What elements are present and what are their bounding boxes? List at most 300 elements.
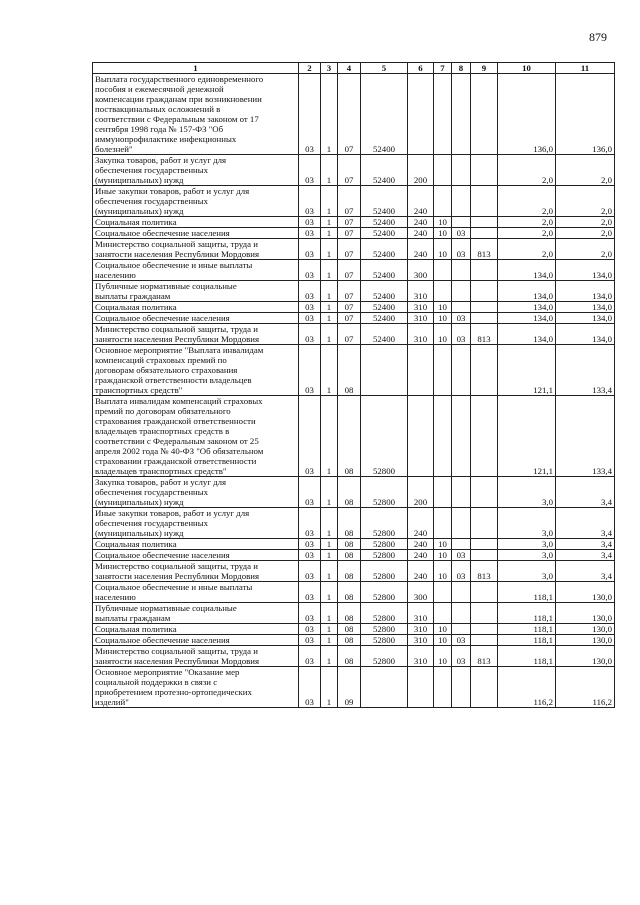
col2-cell: 03 (299, 281, 321, 302)
budget-table (92, 62, 615, 708)
row-name-cell: Социальная политика (93, 217, 299, 228)
col11-value-cell: 133,4 (556, 396, 615, 477)
col8-cell (452, 624, 471, 635)
col3-cell: 1 (321, 186, 338, 217)
col9-cell (471, 155, 498, 186)
col4-cell: 08 (338, 582, 361, 603)
col9-cell: 813 (471, 561, 498, 582)
col9-cell (471, 74, 498, 155)
table-row (93, 624, 615, 635)
col5-cell: 52800 (361, 550, 408, 561)
col10-value-cell: 2,0 (498, 228, 556, 239)
col11-value-cell: 133,4 (556, 345, 615, 396)
col8-cell (452, 281, 471, 302)
col11-value-cell: 130,0 (556, 635, 615, 646)
col6-cell: 240 (408, 239, 434, 260)
row-name-cell: Социальное обеспечение населения (93, 550, 299, 561)
col9-cell (471, 582, 498, 603)
col7-cell (434, 508, 452, 539)
col10-value-cell: 118,1 (498, 646, 556, 667)
row-name-cell: Социальное обеспечение населения (93, 313, 299, 324)
table-row (93, 477, 615, 508)
col10-value-cell: 118,1 (498, 603, 556, 624)
col11-value-cell: 134,0 (556, 302, 615, 313)
col10-value-cell: 121,1 (498, 345, 556, 396)
row-name-cell: Основное мероприятие "Выплата инвалидам компенсаций страховых премий по договорам обязательного страхования гражданской ответственности владельцев транспортных средств" (93, 345, 299, 396)
col5-cell (361, 667, 408, 708)
col9-cell (471, 281, 498, 302)
col2-cell: 03 (299, 260, 321, 281)
col2-cell: 03 (299, 624, 321, 635)
col5-cell: 52800 (361, 477, 408, 508)
col4-cell: 08 (338, 477, 361, 508)
col4-cell: 07 (338, 313, 361, 324)
table-row (93, 186, 615, 217)
col5-cell: 52400 (361, 155, 408, 186)
col9-cell (471, 508, 498, 539)
col7-cell (434, 155, 452, 186)
col11-value-cell: 116,2 (556, 667, 615, 708)
col11-value-cell: 3,4 (556, 561, 615, 582)
col8-cell (452, 396, 471, 477)
col4-cell: 08 (338, 624, 361, 635)
col8-cell (452, 539, 471, 550)
col2-cell: 03 (299, 603, 321, 624)
col3-cell: 1 (321, 302, 338, 313)
col8-cell (452, 186, 471, 217)
table-row (93, 302, 615, 313)
header-cell: 9 (471, 63, 498, 74)
col11-value-cell: 3,4 (556, 508, 615, 539)
table-row (93, 345, 615, 396)
col11-value-cell: 130,0 (556, 582, 615, 603)
header-cell: 11 (556, 63, 615, 74)
table-row (93, 667, 615, 708)
col9-cell (471, 396, 498, 477)
col9-cell: 813 (471, 646, 498, 667)
col6-cell: 200 (408, 477, 434, 508)
row-name-cell: Социальное обеспечение и иные выплаты населению (93, 260, 299, 281)
col2-cell: 03 (299, 508, 321, 539)
col8-cell (452, 603, 471, 624)
table-row (93, 603, 615, 624)
col3-cell: 1 (321, 624, 338, 635)
col7-cell: 10 (434, 302, 452, 313)
col10-value-cell: 118,1 (498, 624, 556, 635)
col10-value-cell: 136,0 (498, 74, 556, 155)
col10-value-cell: 134,0 (498, 313, 556, 324)
col9-cell (471, 539, 498, 550)
col9-cell (471, 635, 498, 646)
col5-cell: 52400 (361, 74, 408, 155)
row-name-cell: Социальное обеспечение населения (93, 635, 299, 646)
col3-cell: 1 (321, 345, 338, 396)
col6-cell: 240 (408, 550, 434, 561)
col6-cell: 310 (408, 624, 434, 635)
col7-cell: 10 (434, 624, 452, 635)
col7-cell: 10 (434, 228, 452, 239)
header-cell: 1 (93, 63, 299, 74)
col7-cell: 10 (434, 313, 452, 324)
col8-cell (452, 582, 471, 603)
row-name-cell: Социальное обеспечение и иные выплаты населению (93, 582, 299, 603)
header-cell: 3 (321, 63, 338, 74)
col9-cell (471, 550, 498, 561)
row-name-cell: Публичные нормативные социальные выплаты гражданам (93, 603, 299, 624)
header-cell: 4 (338, 63, 361, 74)
col11-value-cell: 2,0 (556, 186, 615, 217)
col7-cell (434, 345, 452, 396)
col7-cell (434, 603, 452, 624)
col7-cell: 10 (434, 239, 452, 260)
col10-value-cell: 3,0 (498, 561, 556, 582)
col4-cell: 08 (338, 539, 361, 550)
col6-cell: 310 (408, 281, 434, 302)
col7-cell: 10 (434, 550, 452, 561)
col9-cell (471, 624, 498, 635)
col2-cell: 03 (299, 635, 321, 646)
row-name-cell: Министерство социальной защиты, труда и занятости населения Республики Мордовия (93, 561, 299, 582)
col7-cell (434, 667, 452, 708)
col3-cell: 1 (321, 477, 338, 508)
col10-value-cell: 3,0 (498, 477, 556, 508)
row-name-cell: Выплата государственного единовременного пособия и ежемесячной денежной компенсации гражданам при возникновении поствакцинальных осложнений в соответствии с Федеральным законом от 17 сентября 1998 года № 157-ФЗ "Об иммунопрофилактике инфекционных болезней" (93, 74, 299, 155)
col10-value-cell: 134,0 (498, 324, 556, 345)
table-row (93, 561, 615, 582)
col11-value-cell: 3,4 (556, 539, 615, 550)
col4-cell: 07 (338, 186, 361, 217)
col8-cell (452, 74, 471, 155)
col11-value-cell: 134,0 (556, 260, 615, 281)
header-row (93, 63, 615, 74)
col5-cell: 52800 (361, 508, 408, 539)
page-number: 879 (589, 30, 607, 44)
col3-cell: 1 (321, 155, 338, 186)
col8-cell: 03 (452, 313, 471, 324)
col8-cell (452, 302, 471, 313)
row-name-cell: Основное мероприятие "Оказание мер социальной поддержки в связи с приобретением протезно-ортопедических изделий" (93, 667, 299, 708)
col10-value-cell: 121,1 (498, 396, 556, 477)
col7-cell (434, 582, 452, 603)
col2-cell: 03 (299, 396, 321, 477)
col11-value-cell: 3,4 (556, 550, 615, 561)
col8-cell: 03 (452, 550, 471, 561)
col4-cell: 07 (338, 217, 361, 228)
col3-cell: 1 (321, 561, 338, 582)
col8-cell (452, 345, 471, 396)
col4-cell: 08 (338, 635, 361, 646)
col3-cell: 1 (321, 508, 338, 539)
col6-cell (408, 667, 434, 708)
col3-cell: 1 (321, 603, 338, 624)
table-row (93, 550, 615, 561)
col2-cell: 03 (299, 186, 321, 217)
col4-cell: 07 (338, 302, 361, 313)
col6-cell: 300 (408, 582, 434, 603)
row-name-cell: Закупка товаров, работ и услуг для обеспечения государственных (муниципальных) нужд (93, 477, 299, 508)
col11-value-cell: 134,0 (556, 281, 615, 302)
col7-cell: 10 (434, 635, 452, 646)
col2-cell: 03 (299, 228, 321, 239)
col8-cell: 03 (452, 239, 471, 260)
col3-cell: 1 (321, 646, 338, 667)
col5-cell: 52400 (361, 302, 408, 313)
header-cell: 6 (408, 63, 434, 74)
col6-cell: 200 (408, 155, 434, 186)
table-row (93, 281, 615, 302)
col2-cell: 03 (299, 313, 321, 324)
col6-cell (408, 396, 434, 477)
col11-value-cell: 130,0 (556, 603, 615, 624)
col7-cell (434, 477, 452, 508)
col6-cell: 240 (408, 186, 434, 217)
col7-cell: 10 (434, 324, 452, 345)
col5-cell: 52400 (361, 260, 408, 281)
col2-cell: 03 (299, 324, 321, 345)
col2-cell: 03 (299, 302, 321, 313)
col6-cell: 310 (408, 603, 434, 624)
col4-cell: 07 (338, 155, 361, 186)
col8-cell (452, 477, 471, 508)
col11-value-cell: 130,0 (556, 646, 615, 667)
col5-cell: 52800 (361, 646, 408, 667)
table-row (93, 508, 615, 539)
col2-cell: 03 (299, 550, 321, 561)
col6-cell (408, 74, 434, 155)
col6-cell: 240 (408, 228, 434, 239)
col5-cell: 52800 (361, 603, 408, 624)
row-name-cell: Социальное обеспечение населения (93, 228, 299, 239)
col6-cell: 310 (408, 302, 434, 313)
col3-cell: 1 (321, 324, 338, 345)
col8-cell (452, 508, 471, 539)
col3-cell: 1 (321, 313, 338, 324)
col11-value-cell: 134,0 (556, 324, 615, 345)
col4-cell: 07 (338, 228, 361, 239)
col10-value-cell: 3,0 (498, 508, 556, 539)
col11-value-cell: 2,0 (556, 228, 615, 239)
col2-cell: 03 (299, 217, 321, 228)
col2-cell: 03 (299, 239, 321, 260)
col8-cell (452, 260, 471, 281)
col10-value-cell: 116,2 (498, 667, 556, 708)
col3-cell: 1 (321, 582, 338, 603)
col5-cell: 52400 (361, 228, 408, 239)
col7-cell: 10 (434, 561, 452, 582)
header-cell: 5 (361, 63, 408, 74)
col11-value-cell: 3,4 (556, 477, 615, 508)
col6-cell: 310 (408, 635, 434, 646)
col5-cell: 52400 (361, 324, 408, 345)
row-name-cell: Иные закупки товаров, работ и услуг для обеспечения государственных (муниципальных) нужд (93, 508, 299, 539)
row-name-cell: Министерство социальной защиты, труда и занятости населения Республики Мордовия (93, 239, 299, 260)
col5-cell: 52800 (361, 396, 408, 477)
col11-value-cell: 2,0 (556, 155, 615, 186)
col6-cell (408, 345, 434, 396)
col11-value-cell: 130,0 (556, 624, 615, 635)
col6-cell: 240 (408, 508, 434, 539)
col9-cell (471, 302, 498, 313)
col9-cell (471, 477, 498, 508)
col5-cell: 52400 (361, 217, 408, 228)
col6-cell: 240 (408, 561, 434, 582)
col8-cell: 03 (452, 228, 471, 239)
table-row (93, 155, 615, 186)
col7-cell: 10 (434, 646, 452, 667)
col10-value-cell: 118,1 (498, 582, 556, 603)
row-name-cell: Выплата инвалидам компенсаций страховых премий по договорам обязательного страхования гражданской ответственности владельцев транспортных средств в соответствии с Федеральным законом от 25 апреля 2002 года № 40-ФЗ "Об обязательном страховании гражданской ответственности владельцев транспортных средств" (93, 396, 299, 477)
col7-cell (434, 396, 452, 477)
col3-cell: 1 (321, 281, 338, 302)
table-row (93, 313, 615, 324)
col11-value-cell: 2,0 (556, 239, 615, 260)
col5-cell (361, 345, 408, 396)
col4-cell: 09 (338, 667, 361, 708)
row-name-cell: Социальная политика (93, 302, 299, 313)
col3-cell: 1 (321, 260, 338, 281)
row-name-cell: Социальная политика (93, 624, 299, 635)
col4-cell: 08 (338, 550, 361, 561)
col9-cell (471, 260, 498, 281)
col6-cell: 310 (408, 646, 434, 667)
row-name-cell: Социальная политика (93, 539, 299, 550)
col4-cell: 07 (338, 281, 361, 302)
col6-cell: 310 (408, 313, 434, 324)
col4-cell: 08 (338, 508, 361, 539)
row-name-cell: Публичные нормативные социальные выплаты гражданам (93, 281, 299, 302)
col4-cell: 07 (338, 74, 361, 155)
col4-cell: 08 (338, 561, 361, 582)
col2-cell: 03 (299, 561, 321, 582)
col9-cell: 813 (471, 324, 498, 345)
col5-cell: 52400 (361, 313, 408, 324)
col4-cell: 07 (338, 239, 361, 260)
table-row (93, 217, 615, 228)
col9-cell: 813 (471, 239, 498, 260)
col10-value-cell: 2,0 (498, 217, 556, 228)
col8-cell: 03 (452, 324, 471, 345)
col4-cell: 08 (338, 646, 361, 667)
col4-cell: 08 (338, 345, 361, 396)
col2-cell: 03 (299, 477, 321, 508)
col2-cell: 03 (299, 582, 321, 603)
col2-cell: 03 (299, 155, 321, 186)
col2-cell: 03 (299, 74, 321, 155)
col5-cell: 52400 (361, 281, 408, 302)
col4-cell: 07 (338, 324, 361, 345)
col10-value-cell: 134,0 (498, 281, 556, 302)
col9-cell (471, 667, 498, 708)
col7-cell (434, 281, 452, 302)
col7-cell: 10 (434, 217, 452, 228)
col2-cell: 03 (299, 646, 321, 667)
table-row (93, 260, 615, 281)
col5-cell: 52800 (361, 635, 408, 646)
col5-cell: 52800 (361, 561, 408, 582)
table-row (93, 539, 615, 550)
col5-cell: 52400 (361, 186, 408, 217)
col3-cell: 1 (321, 396, 338, 477)
table-row (93, 582, 615, 603)
col3-cell: 1 (321, 74, 338, 155)
col3-cell: 1 (321, 228, 338, 239)
col8-cell: 03 (452, 646, 471, 667)
col5-cell: 52800 (361, 539, 408, 550)
table-row (93, 324, 615, 345)
table-row (93, 239, 615, 260)
table-header (93, 63, 615, 74)
col9-cell (471, 313, 498, 324)
row-name-cell: Министерство социальной защиты, труда и занятости населения Республики Мордовия (93, 324, 299, 345)
col4-cell: 08 (338, 396, 361, 477)
col8-cell (452, 155, 471, 186)
col2-cell: 03 (299, 539, 321, 550)
col3-cell: 1 (321, 217, 338, 228)
col10-value-cell: 2,0 (498, 155, 556, 186)
table-row (93, 635, 615, 646)
table-body (93, 74, 615, 708)
col3-cell: 1 (321, 667, 338, 708)
col7-cell (434, 260, 452, 281)
col9-cell (471, 603, 498, 624)
col7-cell (434, 74, 452, 155)
col8-cell: 03 (452, 561, 471, 582)
col9-cell (471, 345, 498, 396)
col6-cell: 310 (408, 324, 434, 345)
col5-cell: 52800 (361, 582, 408, 603)
col10-value-cell: 3,0 (498, 539, 556, 550)
col9-cell (471, 186, 498, 217)
col8-cell: 03 (452, 635, 471, 646)
col8-cell (452, 667, 471, 708)
col5-cell: 52400 (361, 239, 408, 260)
col6-cell: 240 (408, 217, 434, 228)
header-cell: 2 (299, 63, 321, 74)
col2-cell: 03 (299, 667, 321, 708)
col10-value-cell: 2,0 (498, 186, 556, 217)
col3-cell: 1 (321, 239, 338, 260)
col6-cell: 300 (408, 260, 434, 281)
table-row (93, 396, 615, 477)
col7-cell: 10 (434, 539, 452, 550)
table-row (93, 74, 615, 155)
col3-cell: 1 (321, 635, 338, 646)
col11-value-cell: 2,0 (556, 217, 615, 228)
col6-cell: 240 (408, 539, 434, 550)
header-cell: 7 (434, 63, 452, 74)
col5-cell: 52800 (361, 624, 408, 635)
col4-cell: 08 (338, 603, 361, 624)
col3-cell: 1 (321, 539, 338, 550)
col10-value-cell: 2,0 (498, 239, 556, 260)
row-name-cell: Иные закупки товаров, работ и услуг для обеспечения государственных (муниципальных) нужд (93, 186, 299, 217)
col10-value-cell: 134,0 (498, 260, 556, 281)
col9-cell (471, 217, 498, 228)
col7-cell (434, 186, 452, 217)
col2-cell: 03 (299, 345, 321, 396)
col8-cell (452, 217, 471, 228)
table-row (93, 646, 615, 667)
col3-cell: 1 (321, 550, 338, 561)
table-row (93, 228, 615, 239)
col10-value-cell: 134,0 (498, 302, 556, 313)
col11-value-cell: 134,0 (556, 313, 615, 324)
col9-cell (471, 228, 498, 239)
col4-cell: 07 (338, 260, 361, 281)
col10-value-cell: 118,1 (498, 635, 556, 646)
col11-value-cell: 136,0 (556, 74, 615, 155)
col10-value-cell: 3,0 (498, 550, 556, 561)
